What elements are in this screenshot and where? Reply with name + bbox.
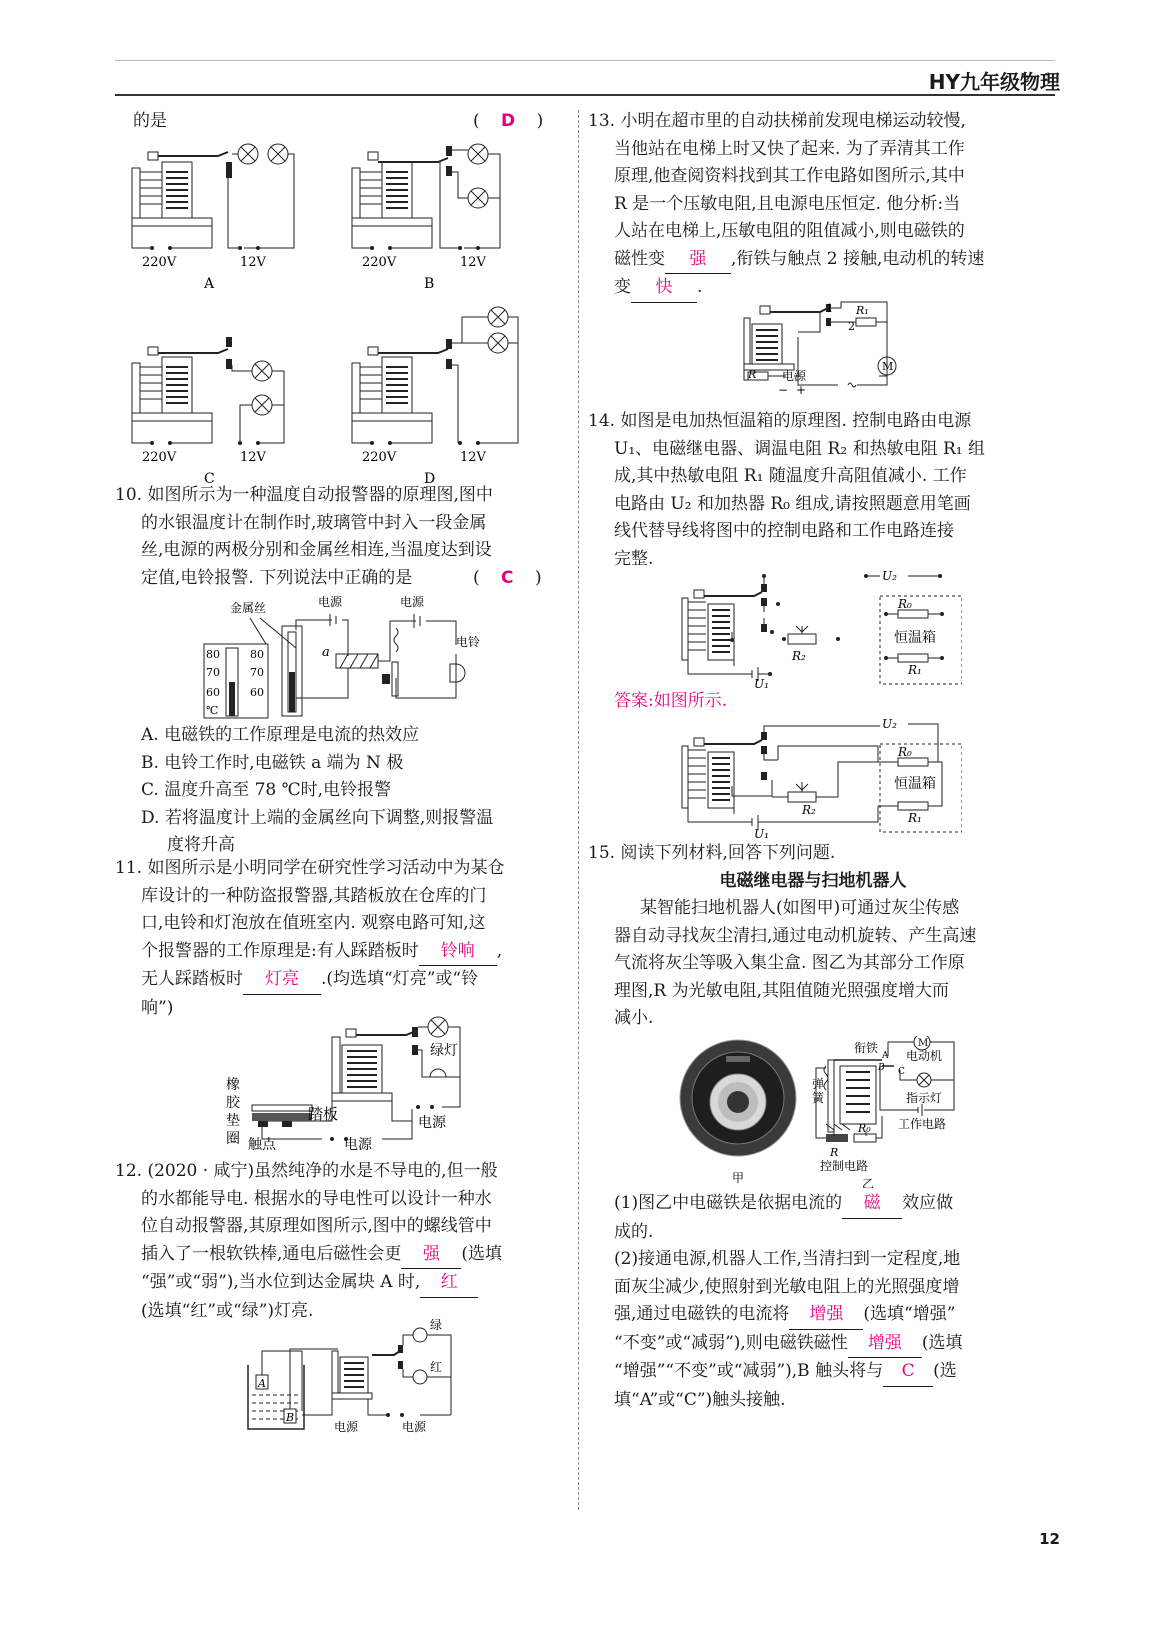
q10-line-3: 丝,电源的两极分别和金属丝相连,当温度达到设 xyxy=(141,540,492,560)
q11-line-4: 个报警器的工作原理是:有人踩踏板时 铃响 , xyxy=(115,938,565,967)
q13-r1: R₁ xyxy=(856,304,869,317)
opt-d-12v: 12V xyxy=(460,450,486,465)
scale-r-60: 60 xyxy=(250,686,264,699)
q12-power1: 电源 xyxy=(334,1420,359,1434)
opt-d-label: D xyxy=(424,471,436,487)
q11-line5-post: .(均选填“灯亮”或“铃 xyxy=(321,969,479,989)
column-divider xyxy=(578,110,579,1510)
q9-tail-text: 的是 xyxy=(133,111,167,131)
opt-b-220v: 220V xyxy=(362,255,397,270)
block-a: A xyxy=(258,1377,266,1390)
q14q-r2: R₂ xyxy=(792,649,806,663)
motor-m: M xyxy=(882,360,894,373)
q13-line7-post: . xyxy=(697,277,703,297)
q15-s1-post: 效应做 xyxy=(902,1193,954,1213)
q14q-box: 恒温箱 xyxy=(894,630,936,646)
q11-line-3: 口,电铃和灯泡放在值班室内. 观察电路可知,这 xyxy=(141,913,486,933)
q13-line6-post: ,衔铁与触点 2 接触,电动机的转速 xyxy=(731,248,985,269)
q10-figure xyxy=(200,592,500,722)
control-circuit-label: 控制电路 xyxy=(820,1159,869,1173)
opt-a-12v: 12V xyxy=(240,255,266,270)
rubber-1: 橡 xyxy=(226,1077,240,1093)
q12-line-5 xyxy=(115,1269,565,1298)
q15-s2-line3-post: (选填“增强” xyxy=(863,1304,956,1324)
pedal-label: 踏板 xyxy=(308,1105,339,1123)
label-jia: 甲 xyxy=(732,1171,745,1185)
paren-open: ( xyxy=(473,567,480,588)
scale-r-80: 80 xyxy=(250,648,264,661)
q15-line-1: 15. 阅读下列材料,回答下列问题. xyxy=(588,843,836,863)
q14a-r1: R₁ xyxy=(908,811,922,825)
q11-line-2: 库设计的一种防盗报警器,其踏板放在仓库的门 xyxy=(141,885,487,906)
q14-line-6: 完整. xyxy=(614,548,654,569)
q14q-r1: R₁ xyxy=(908,663,922,677)
contact-1: 1 xyxy=(826,302,833,315)
q15-sub-questions xyxy=(614,1190,1034,1414)
q13-line-1: 13. 小明在超市里的自动扶梯前发现电梯运动较慢, xyxy=(588,111,966,131)
q15-s1-line1 xyxy=(614,1190,1034,1219)
q14-line-4: 电路由 U₂ 和加热器 R₀ 组成,请按照题意用笔画 xyxy=(614,493,971,514)
q13-plus: + xyxy=(796,383,807,394)
opt-a-220v: 220V xyxy=(142,255,177,270)
q15-s2-line5-text: “增强”“不变”或“减弱”),B 触头将与 xyxy=(614,1361,884,1381)
q13-line6-text: 磁性变 xyxy=(614,248,665,269)
option-d-circuit xyxy=(352,307,518,487)
metal-wire-label: 金属丝 xyxy=(230,601,267,615)
q13-line7-text: 变 xyxy=(614,277,631,297)
q15-s2-blank-1: 增强 xyxy=(789,1301,863,1330)
q14-line-2: U₁、电磁继电器、调温电阻 R₂ 和热敏电阻 R₁ 组 xyxy=(614,438,985,459)
green-light-label: 绿灯 xyxy=(430,1043,458,1059)
block-b: B xyxy=(286,1411,295,1424)
work-circuit-label: 工作电路 xyxy=(898,1117,947,1131)
q13-power: 电源 xyxy=(782,369,807,383)
q10-option-b: B. 电铃工作时,电磁铁 a 端为 N 极 xyxy=(141,752,404,773)
q10-options xyxy=(141,722,571,860)
q11-blank-1: 铃响 xyxy=(419,938,497,967)
q13-line-2: 当他站在电梯上时又快了起来. 为了弄清其工作 xyxy=(614,138,965,159)
question-12 xyxy=(115,1158,565,1325)
q12-line4-text: 插入了一根软铁棒,通电后磁性会更 xyxy=(141,1243,402,1264)
q13-figure xyxy=(730,298,910,394)
q10-line-4 xyxy=(115,565,565,593)
opt-a-label: A xyxy=(204,276,215,292)
q14a-u1: U₁ xyxy=(754,827,769,840)
rubber-3: 垫 xyxy=(226,1113,240,1129)
a-end-label: a xyxy=(322,645,330,660)
option-a-circuit xyxy=(132,144,294,292)
q14q-u2: U₂ xyxy=(882,569,897,583)
q13-minus: − xyxy=(778,383,789,394)
question-10 xyxy=(115,482,565,592)
q12-line4-post: (选填 xyxy=(461,1243,503,1264)
q13-blank-1: 强 xyxy=(665,246,731,275)
q12-line5-text: “强”或“弱”),当水位到达金属块 A 时, xyxy=(141,1272,421,1292)
q13-blank-2: 快 xyxy=(631,274,697,303)
red-lamp: 红 xyxy=(430,1360,443,1374)
q13-line-6 xyxy=(588,246,1038,275)
q15-r0: R₀ xyxy=(858,1122,871,1135)
q10-line-1: 10. 如图所示为一种温度自动报警器的原理图,图中 xyxy=(115,485,493,505)
option-c-circuit xyxy=(132,337,284,487)
page-number: 12 xyxy=(1039,1530,1060,1548)
scale-l-unit: ℃ xyxy=(206,704,219,717)
q15-para-4: 理图,R 为光敏电阻,其阻值随光照强度增大而 xyxy=(614,980,950,1001)
header-rule xyxy=(115,94,1055,96)
question-14 xyxy=(588,408,1038,573)
q15-s1-text: (1)图乙中电磁铁是依据电流的 xyxy=(614,1193,843,1213)
q15-para-5: 减小. xyxy=(614,1008,654,1028)
q15-s2-line5 xyxy=(614,1358,1034,1387)
q15-s2-line2: 面灰尘减少,使照射到光敏电阻上的光照强度增 xyxy=(614,1276,960,1297)
q10-option-d: D. 若将温度计上端的金属丝向下调整,则报警温 xyxy=(141,807,494,828)
q15-s2-line3-text: 强,通过电磁铁的电流将 xyxy=(614,1304,790,1324)
q9-answer: D xyxy=(501,111,516,131)
question-11 xyxy=(115,855,565,1022)
q14a-r0: R₀ xyxy=(898,745,912,759)
q12-line-1: 12. (2020 · 咸宁)虽然纯净的水是不导电的,但一般 xyxy=(115,1161,498,1181)
q11-power1: 电源 xyxy=(344,1137,372,1153)
q11-power2: 电源 xyxy=(418,1115,446,1131)
page-header-title: HY九年级物理 xyxy=(928,70,1060,94)
q15-para-2: 器自动寻找灰尘清扫,通过电动机旋转、产生高速 xyxy=(614,925,977,946)
q10-answer-paren xyxy=(473,565,542,593)
q15-s2-line6: 填“A”或“C”)触头接触. xyxy=(614,1389,786,1410)
q15-para-1: 某智能扫地机器人(如图甲)可通过灰尘传感 xyxy=(640,898,960,918)
rubber-4: 圈 xyxy=(226,1131,240,1147)
q11-figure xyxy=(222,1015,472,1153)
q10-line-2: 的水银温度计在制作时,玻璃管中封入一段金属 xyxy=(141,512,487,533)
question-13 xyxy=(588,108,1038,303)
label-yi: 乙 xyxy=(862,1177,875,1188)
green-lamp: 绿 xyxy=(430,1318,443,1332)
q14-answer-text: 答案:如图所示. xyxy=(614,691,728,711)
q12-line-3: 位自动报警器,其原理如图所示,图中的螺线管中 xyxy=(141,1216,492,1236)
contact-a: A xyxy=(882,1051,889,1061)
q11-line-5 xyxy=(115,966,565,995)
scale-l-70: 70 xyxy=(206,666,220,679)
spring-1: 弹 xyxy=(812,1077,825,1091)
q15-para-3: 气流将灰尘等吸入集尘盒. 图乙为其部分工作原 xyxy=(614,953,965,973)
bell-label: 电铃 xyxy=(456,635,481,649)
q14-line-1: 14. 如图是电加热恒温箱的原理图. 控制电路由电源 xyxy=(588,411,972,431)
q11-line5-text: 无人踩踏板时 xyxy=(141,969,243,989)
q9-stem-tail xyxy=(133,108,563,136)
q9-answer-paren xyxy=(473,108,543,136)
spring-2: 簧 xyxy=(812,1091,825,1105)
q15-s2-line5-post: (选 xyxy=(933,1361,957,1381)
opt-c-12v: 12V xyxy=(240,450,266,465)
paren-close: ) xyxy=(534,567,542,588)
q14a-r2: R₂ xyxy=(802,803,816,817)
q10-last-line: 定值,电铃报警. 下列说法中正确的是 xyxy=(141,567,413,588)
q13-r: R xyxy=(748,368,757,381)
q13-line-5: 人站在电梯上,压敏电阻的阻值减小,则电磁铁的 xyxy=(614,221,965,241)
q14q-u1: U₁ xyxy=(754,677,769,688)
q12-power2: 电源 xyxy=(402,1420,427,1434)
q12-blank-1: 强 xyxy=(401,1241,461,1270)
q15-s2-line4-post: (选填 xyxy=(921,1332,963,1353)
q15-s2-line4 xyxy=(614,1330,1034,1359)
opt-d-220v: 220V xyxy=(362,450,397,465)
header-rule-top xyxy=(115,60,1055,61)
option-b-circuit xyxy=(352,144,500,292)
q15-s2-line4-text: “不变”或“减弱”),则电磁铁磁性 xyxy=(614,1332,848,1353)
q9-options-figure xyxy=(122,140,562,490)
indicator-label: 指示灯 xyxy=(906,1091,943,1105)
q14-figure-answer xyxy=(672,716,962,840)
q12-figure xyxy=(240,1315,460,1437)
power2-label: 电源 xyxy=(400,595,425,609)
q12-line-6: (选填“红”或“绿”)灯亮. xyxy=(141,1300,314,1321)
paren-open: ( xyxy=(473,111,480,131)
q15-s2-blank-3: C xyxy=(883,1358,933,1387)
q11-line4-text: 个报警器的工作原理是:有人踩踏板时 xyxy=(141,940,419,961)
contact-label: 触点 xyxy=(248,1137,276,1153)
q11-line-1: 11. 如图所示是小明同学在研究性学习活动中为某仓 xyxy=(115,858,505,878)
power1-label: 电源 xyxy=(318,595,343,609)
q14-line-3: 成,其中热敏电阻 R₁ 随温度升高阻值减小. 工作 xyxy=(614,466,967,486)
q15-s2-line3 xyxy=(614,1301,1034,1330)
robot-vacuum-image xyxy=(680,1040,796,1156)
q11-blank-2: 灯亮 xyxy=(243,966,321,995)
q15-s1-blank: 磁 xyxy=(842,1190,902,1219)
q14a-u2: U₂ xyxy=(882,717,897,731)
opt-b-12v: 12V xyxy=(460,255,486,270)
q15-s1-line2: 成的. xyxy=(614,1221,654,1242)
q12-blank-2: 红 xyxy=(420,1269,478,1298)
opt-c-220v: 220V xyxy=(142,450,177,465)
opt-b-label: B xyxy=(424,276,435,292)
q15-figure xyxy=(676,1036,966,1188)
question-15 xyxy=(588,840,1038,1033)
scale-l-80: 80 xyxy=(206,648,220,661)
q15-reading-title: 电磁继电器与扫地机器人 xyxy=(719,870,907,891)
armature-label: 衔铁 xyxy=(854,1041,879,1055)
q14-figure-question xyxy=(672,568,962,688)
q13-line-3: 原理,他查阅资料找到其工作电路如图所示,其中 xyxy=(614,166,965,186)
scale-l-60: 60 xyxy=(206,686,220,699)
paren-close: ) xyxy=(536,111,544,131)
q10-answer: C xyxy=(501,567,514,588)
contact-c: C xyxy=(898,1067,905,1077)
q15-s2-blank-2: 增强 xyxy=(848,1330,922,1359)
q14q-r0: R₀ xyxy=(898,597,912,611)
q10-option-c: C. 温度升高至 78 ℃时,电铃报警 xyxy=(141,780,392,800)
q12-line-4 xyxy=(115,1241,565,1270)
q12-line-2: 的水都能导电. 根据水的导电性可以设计一种水 xyxy=(141,1188,492,1209)
q13-line-4: R 是一个压敏电阻,且电源电压恒定. 他分析:当 xyxy=(614,193,961,214)
contact-b: B xyxy=(878,1063,885,1073)
q10-option-a: A. 电磁铁的工作原理是电流的热效应 xyxy=(141,725,420,745)
q14a-box: 恒温箱 xyxy=(894,776,936,792)
contact-2: 2 xyxy=(848,320,855,333)
rubber-2: 胶 xyxy=(226,1095,240,1111)
q10-option-d-cont: 度将升高 xyxy=(167,835,235,855)
q15-r: R xyxy=(830,1146,839,1159)
q11-line-6: 响”) xyxy=(141,997,174,1018)
q15-motor-m: M xyxy=(918,1038,929,1049)
motor-label: 电动机 xyxy=(906,1049,943,1063)
scale-r-70: 70 xyxy=(250,666,264,679)
q14-line-5: 线代替导线将图中的控制电路和工作电路连接 xyxy=(614,521,954,541)
q15-s2-line1: (2)接通电源,机器人工作,当清扫到一定程度,地 xyxy=(614,1249,961,1269)
opt-c-label: C xyxy=(204,471,215,487)
